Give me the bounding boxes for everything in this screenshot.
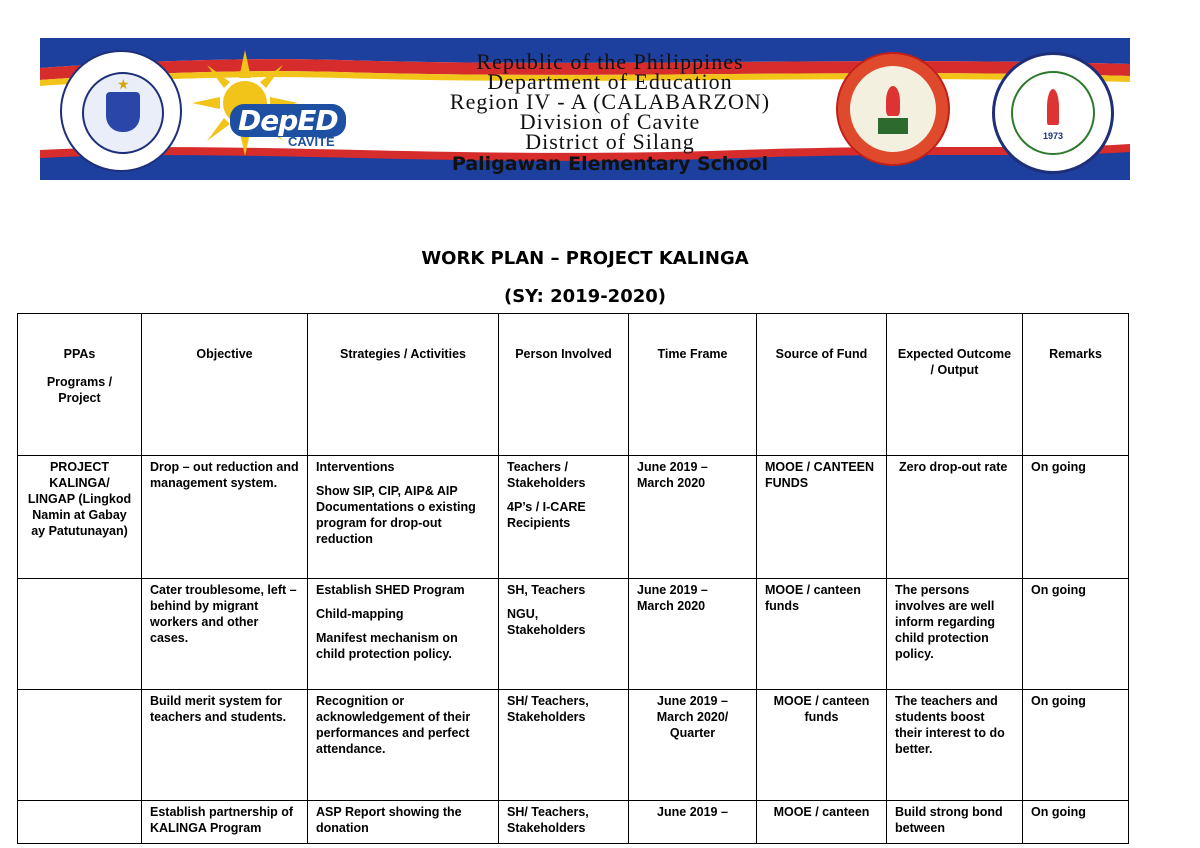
- cell-ppas: [18, 579, 142, 690]
- header-line-district: District of Silang: [525, 129, 695, 154]
- strategy-item: Manifest mechanism on child protection policy.: [316, 631, 458, 661]
- cell-fund: MOOE / canteen funds: [757, 690, 887, 801]
- table-row: [18, 801, 1129, 844]
- strategy-item: Establish SHED Program: [316, 583, 465, 597]
- header-banner: [40, 38, 1130, 180]
- cell-objective: Build merit system for teachers and students.: [142, 690, 308, 801]
- philippine-sun-icon: [190, 48, 300, 158]
- person-item: SH/ Teachers, Stakeholders: [507, 694, 589, 724]
- torch-icon: [1047, 89, 1059, 125]
- table-row: [18, 579, 1129, 690]
- district-seal-inner: [850, 66, 936, 152]
- cell-fund: MOOE / canteen: [757, 801, 887, 844]
- cell-remarks: On going: [1023, 801, 1129, 844]
- cell-strategies: [308, 690, 499, 801]
- table-row: [18, 690, 1129, 801]
- header-ppas-label: PPAs: [63, 347, 96, 361]
- cell-time: June 2019 – March 2020/ Quarter: [629, 690, 757, 801]
- header-ppas: [18, 314, 142, 456]
- person-item: SH/ Teachers, Stakeholders: [507, 805, 589, 835]
- header-person: Person Involved: [499, 314, 629, 456]
- cell-objective: Cater troublesome, left – behind by migrant workers and other cases.: [142, 579, 308, 690]
- strategy-item: Recognition or acknowledgement of their performances and perfect attendance.: [316, 694, 471, 756]
- cell-objective: Establish partnership of KALINGA Program: [142, 801, 308, 844]
- cell-remarks: On going: [1023, 690, 1129, 801]
- cell-strategies: [308, 456, 499, 579]
- header-line-republic: Republic of the Philippines: [476, 49, 744, 74]
- cell-strategies: [308, 801, 499, 844]
- cell-person: [499, 801, 629, 844]
- deped-cavite-logo: [230, 104, 350, 149]
- star-icon: ★: [117, 76, 130, 92]
- header-objective: Objective: [142, 314, 308, 456]
- cell-outcome: The persons involves are well inform regarding child protection policy.: [887, 579, 1023, 690]
- school-seal: [992, 52, 1114, 174]
- book-icon: [878, 118, 908, 134]
- header-line-division: Division of Cavite: [519, 109, 701, 134]
- header-fund: Source of Fund: [757, 314, 887, 456]
- cell-outcome: The teachers and students boost their interest to do better.: [887, 690, 1023, 801]
- header-strategies: Strategies / Activities: [308, 314, 499, 456]
- torch-icon: [886, 86, 900, 116]
- table-header-row: [18, 314, 1129, 456]
- strategy-item: ASP Report showing the donation: [316, 805, 462, 835]
- cell-objective: Drop – out reduction and management system.: [142, 456, 308, 579]
- header-line-region: Region IV - A (CALABARZON): [449, 89, 771, 114]
- header-time: Time Frame: [629, 314, 757, 456]
- cell-time: June 2019 – March 2020: [629, 456, 757, 579]
- cell-outcome: Zero drop-out rate: [887, 456, 1023, 579]
- deped-logo-sub: CAVITE: [288, 134, 335, 149]
- header-remarks: Remarks: [1023, 314, 1129, 456]
- deped-seal-inner: [82, 72, 164, 154]
- cell-ppas: [18, 690, 142, 801]
- document-subtitle: (SY: 2019-2020): [503, 286, 667, 307]
- cell-time: June 2019 –: [629, 801, 757, 844]
- cell-remarks: On going: [1023, 456, 1129, 579]
- school-seal-year: 1973: [1042, 131, 1064, 141]
- strategy-item: Show SIP, CIP, AIP& AIP Documentations o existing program for drop-out reduction: [316, 484, 476, 546]
- cell-ppas: [18, 801, 142, 844]
- cell-person: [499, 456, 629, 579]
- cell-strategies: [308, 579, 499, 690]
- header-ppas-sub: Programs / Project: [46, 375, 113, 405]
- header-text-block: [380, 49, 840, 176]
- cell-ppas: PROJECT KALINGA/ LINGAP (Lingkod Namin at Gabay ay Patutunayan): [18, 456, 142, 579]
- person-item: 4P’s / I-CARE Recipients: [507, 500, 586, 530]
- work-plan-table: [17, 313, 1129, 844]
- cell-remarks: On going: [1023, 579, 1129, 690]
- deped-logo-text: DepED: [230, 104, 346, 137]
- school-seal-inner: [1011, 71, 1095, 155]
- person-item: Teachers / Stakeholders: [507, 460, 586, 490]
- header-school-name: Paligawan Elementary School: [451, 153, 769, 175]
- shield-icon: [106, 92, 140, 132]
- cell-fund: MOOE / canteen funds: [757, 579, 887, 690]
- cell-fund: MOOE / CANTEEN FUNDS: [757, 456, 887, 579]
- district-seal: [836, 52, 950, 166]
- strategy-item: Child-mapping: [316, 607, 404, 621]
- header-line-department: Department of Education: [487, 69, 733, 94]
- document-title: WORK PLAN – PROJECT KALINGA: [421, 248, 749, 269]
- cell-person: [499, 690, 629, 801]
- person-item: NGU, Stakeholders: [507, 607, 586, 637]
- cell-outcome: Build strong bond between: [887, 801, 1023, 844]
- cell-time: June 2019 – March 2020: [629, 579, 757, 690]
- strategy-item: Interventions: [316, 460, 395, 474]
- person-item: SH, Teachers: [507, 583, 586, 597]
- header-outcome: Expected Outcome / Output: [887, 314, 1023, 456]
- deped-seal: [60, 50, 182, 172]
- cell-person: [499, 579, 629, 690]
- table-row: [18, 456, 1129, 579]
